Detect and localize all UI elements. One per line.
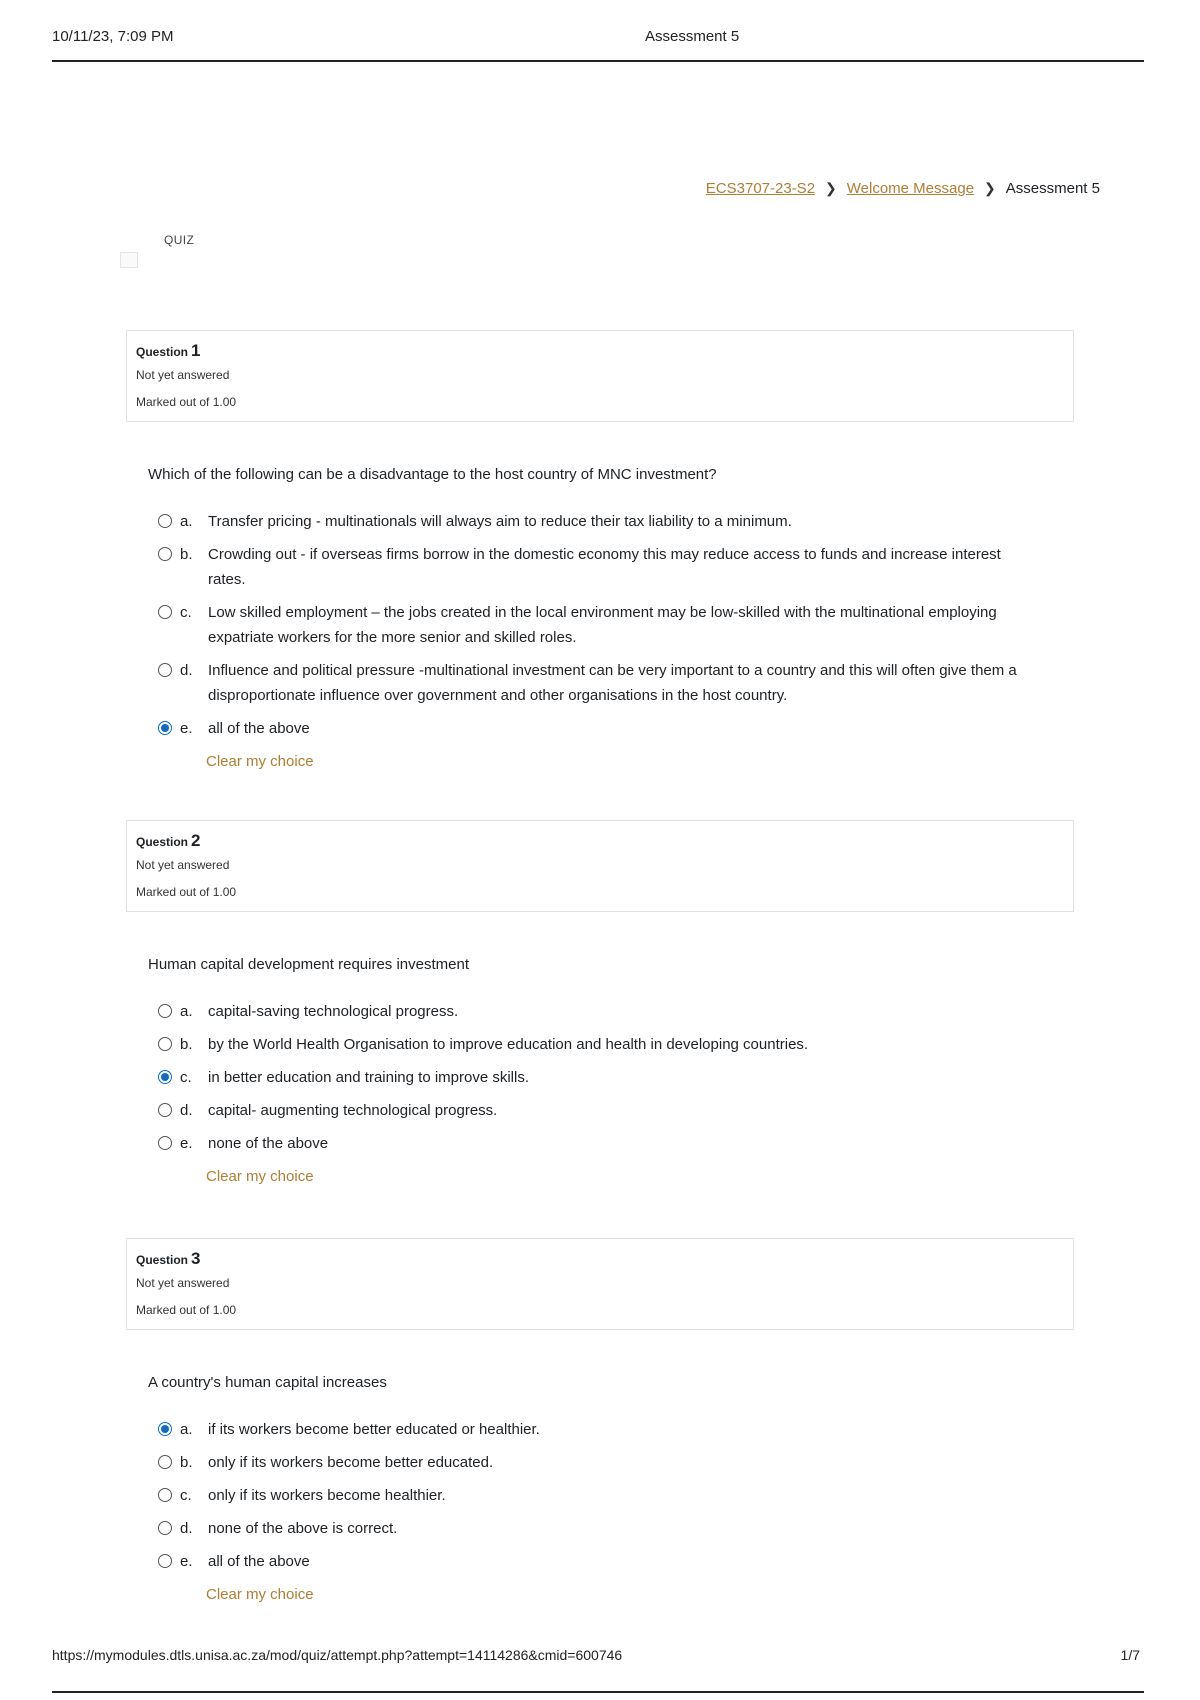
answer-options — [158, 1417, 1074, 1604]
answer-letter: c. — [180, 1069, 192, 1086]
chevron-right-icon: ❯ — [825, 180, 837, 196]
question-number: 2 — [191, 831, 201, 850]
question-state: Not yet answered — [136, 858, 230, 872]
answer-letter: e. — [180, 1135, 193, 1152]
breadcrumb-course-link[interactable]: ECS3707-23-S2 — [705, 180, 816, 197]
question-text: Human capital development requires investment — [148, 956, 469, 973]
answer-option[interactable] — [158, 1065, 1074, 1090]
answer-text: by the World Health Organisation to improve education and health in developing countries. — [208, 1036, 809, 1053]
question-info — [126, 820, 1074, 912]
question-number: 1 — [191, 341, 201, 360]
question-1 — [126, 330, 1074, 771]
answer-letter: a. — [180, 1003, 193, 1020]
radio-button[interactable] — [158, 1554, 172, 1568]
answer-option[interactable] — [158, 999, 1074, 1024]
answer-options — [158, 999, 1074, 1186]
answer-letter: d. — [180, 1102, 193, 1119]
answer-letter: b. — [180, 1454, 193, 1471]
answer-text: Low skilled employment – the jobs created in the local environment may be low-skilled with the multinational employing expatriate workers for the more senior and skilled roles. — [208, 604, 997, 646]
answer-text: all of the above — [208, 720, 310, 737]
radio-button[interactable] — [158, 514, 172, 528]
radio-button[interactable] — [158, 1521, 172, 1535]
answer-option[interactable] — [158, 1131, 1074, 1156]
answer-letter: a. — [180, 513, 193, 530]
clear-choice-link[interactable]: Clear my choice — [206, 1168, 314, 1185]
radio-button[interactable] — [158, 1070, 172, 1084]
question-info — [126, 1238, 1074, 1330]
answer-text: all of the above — [208, 1553, 310, 1570]
question-mark: Marked out of 1.00 — [136, 395, 237, 409]
radio-button[interactable] — [158, 1136, 172, 1150]
chevron-right-icon: ❯ — [984, 180, 996, 196]
answer-option[interactable] — [158, 1032, 1074, 1057]
answer-letter: d. — [180, 1520, 193, 1537]
answer-text: Transfer pricing - multinationals will always aim to reduce their tax liability to a minimum. — [208, 513, 792, 530]
radio-button[interactable] — [158, 1037, 172, 1051]
question-info — [126, 330, 1074, 422]
answer-text: capital-saving technological progress. — [208, 1003, 459, 1020]
page-url: https://mymodules.dtls.unisa.ac.za/mod/quiz/attempt.php?attempt=14114286&cmid=600746 — [52, 1647, 623, 1663]
question-state: Not yet answered — [136, 1276, 230, 1290]
activity-type-label: QUIZ — [164, 233, 195, 247]
breadcrumb-section-link[interactable]: Welcome Message — [846, 180, 975, 197]
question-text: Which of the following can be a disadvantage to the host country of MNC investment? — [148, 466, 717, 483]
answer-option[interactable] — [158, 658, 1074, 708]
radio-button[interactable] — [158, 1455, 172, 1469]
answer-letter: c. — [180, 1487, 192, 1504]
question-mark: Marked out of 1.00 — [136, 885, 237, 899]
question-3 — [126, 1238, 1074, 1604]
answer-letter: b. — [180, 1036, 193, 1053]
question-number: 3 — [191, 1249, 201, 1268]
answer-text: only if its workers become healthier. — [208, 1487, 446, 1504]
breadcrumb-current: Assessment 5 — [1005, 180, 1100, 197]
question-label: Question — [136, 345, 189, 359]
print-date: 10/11/23, 7:09 PM — [52, 28, 174, 45]
answer-letter: e. — [180, 720, 193, 737]
clear-choice-link[interactable]: Clear my choice — [206, 753, 314, 770]
radio-button[interactable] — [158, 1422, 172, 1436]
answer-option[interactable] — [158, 1549, 1074, 1574]
print-title: Assessment 5 — [645, 28, 740, 45]
question-2 — [126, 820, 1074, 1186]
answer-letter: b. — [180, 546, 193, 563]
answer-text: in better education and training to improve skills. — [208, 1069, 530, 1086]
radio-button[interactable] — [158, 605, 172, 619]
page-number: 1/7 — [1120, 1647, 1140, 1663]
answer-option[interactable] — [158, 1417, 1074, 1442]
answer-text: capital- augmenting technological progress. — [208, 1102, 498, 1119]
breadcrumb — [706, 180, 1100, 197]
quiz-icon — [120, 252, 138, 268]
answer-text: none of the above — [208, 1135, 329, 1152]
radio-button[interactable] — [158, 1004, 172, 1018]
radio-button[interactable] — [158, 663, 172, 677]
answer-text: if its workers become better educated or healthier. — [208, 1421, 540, 1438]
print-footer — [52, 1647, 1144, 1693]
answer-option[interactable] — [158, 1516, 1074, 1541]
radio-button[interactable] — [158, 1488, 172, 1502]
print-header — [52, 26, 1144, 62]
radio-button[interactable] — [158, 721, 172, 735]
question-label: Question — [136, 1253, 189, 1267]
answer-option[interactable] — [158, 509, 1074, 534]
answer-options — [158, 509, 1074, 771]
question-state: Not yet answered — [136, 368, 230, 382]
question-label: Question — [136, 835, 189, 849]
answer-text: Influence and political pressure -multinational investment can be very important to a country and this will often give them a disproportionate influence over government and other organisations in the host country. — [208, 662, 1017, 704]
answer-option[interactable] — [158, 600, 1074, 650]
answer-option[interactable] — [158, 1450, 1074, 1475]
answer-text: Crowding out - if overseas firms borrow in the domestic economy this may reduce access to funds and increase interest rates. — [208, 546, 1001, 588]
question-mark: Marked out of 1.00 — [136, 1303, 237, 1317]
answer-option[interactable] — [158, 716, 1074, 741]
question-text: A country's human capital increases — [148, 1374, 387, 1391]
answer-letter: c. — [180, 604, 192, 621]
answer-letter: a. — [180, 1421, 193, 1438]
answer-text: only if its workers become better educated. — [208, 1454, 494, 1471]
answer-option[interactable] — [158, 542, 1074, 592]
answer-letter: e. — [180, 1553, 193, 1570]
answer-option[interactable] — [158, 1483, 1074, 1508]
answer-option[interactable] — [158, 1098, 1074, 1123]
answer-text: none of the above is correct. — [208, 1520, 398, 1537]
clear-choice-link[interactable]: Clear my choice — [206, 1586, 314, 1603]
answer-letter: d. — [180, 662, 193, 679]
radio-button[interactable] — [158, 547, 172, 561]
radio-button[interactable] — [158, 1103, 172, 1117]
